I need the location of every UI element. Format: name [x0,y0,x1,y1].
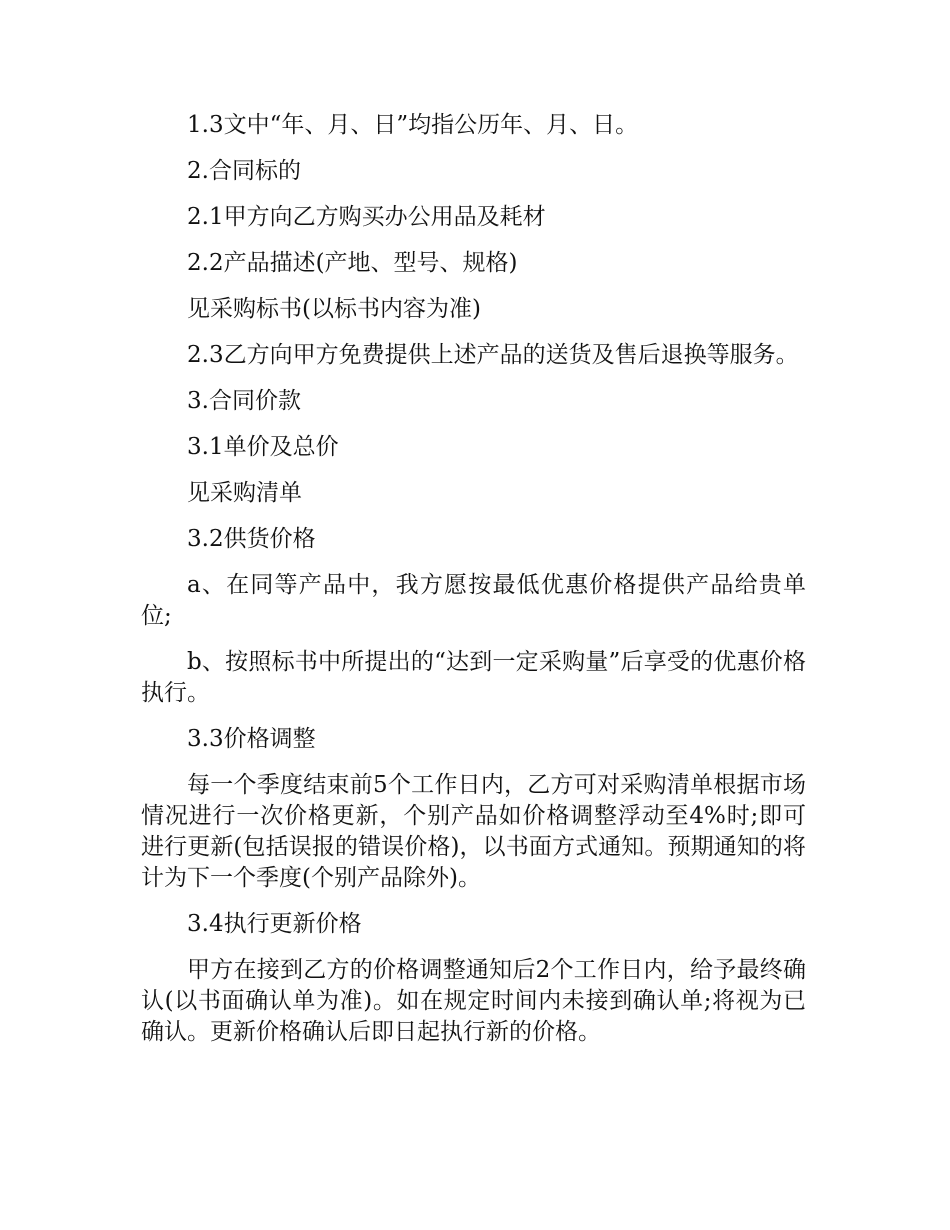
document-page [141,110,806,1063]
clause-2-2-detail: 见采购标书(以标书内容为准) [187,296,481,322]
clause-3-3-detail: 每一个季度结束前5个工作日内，乙方可对采购清单根据市场情况进行一次价格更新，个别产品如价格调整浮动至4%时;即可进行更新(包括误报的错误价格)，以书面方式通知。预期通知的将计为下一个季度(个别产品除外)。 [141,772,806,891]
clause-3-1: 3.1单价及总价 [187,434,339,460]
clause-2-2: 2.2产品描述(产地、型号、规格) [187,250,518,276]
clause-3-4: 3.4执行更新价格 [187,911,362,937]
clause-1-3: 1.3文中“年、月、日”均指公历年、月、日。 [187,112,639,138]
clause-2-3: 2.3乙方向甲方免费提供上述产品的送货及售后退换等服务。 [187,342,799,368]
section-3-heading: 3.合同价款 [187,388,301,414]
clause-3-2-b: b、按照标书中所提出的“达到一定采购量”后享受的优惠价格执行。 [141,649,806,706]
clause-3-3: 3.3价格调整 [187,726,316,752]
clause-3-2: 3.2供货价格 [187,526,316,552]
clause-2-1: 2.1甲方向乙方购买办公用品及耗材 [187,204,546,230]
clause-3-4-detail: 甲方在接到乙方的价格调整通知后2个工作日内，给予最终确认(以书面确认单为准)。如在规定时间内未接到确认单;将视为已确认。更新价格确认后即日起执行新的价格。 [141,957,806,1045]
clause-3-1-detail: 见采购清单 [187,480,302,506]
section-2-heading: 2.合同标的 [187,158,301,184]
clause-3-2-a: a、在同等产品中，我方愿按最低优惠价格提供产品给贵单位; [141,572,806,629]
